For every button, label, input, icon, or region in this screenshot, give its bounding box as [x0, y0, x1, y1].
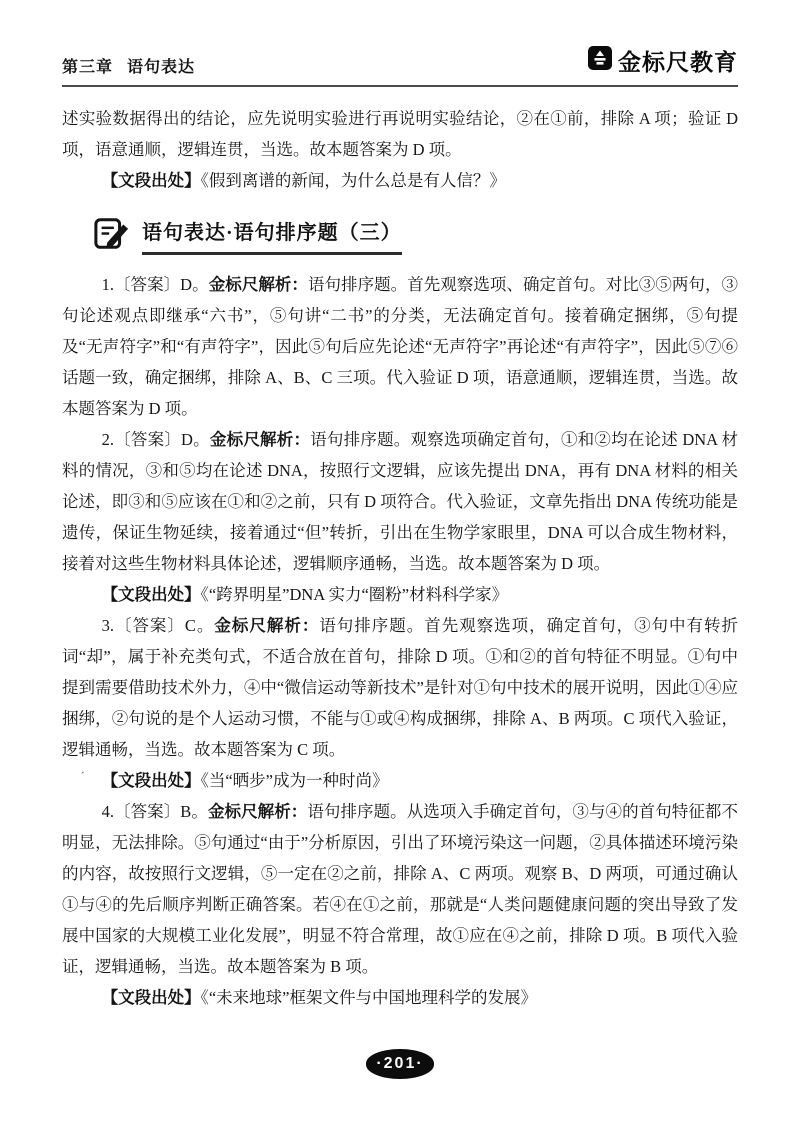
page-footer [0, 1049, 800, 1079]
answer-prefix: 2.〔答案〕D。 [101, 430, 210, 449]
answer-paragraph-4 [62, 796, 738, 982]
brand-logo-icon [587, 45, 613, 76]
answer-paragraph-2 [62, 424, 738, 579]
citation-label: 【文段出处】 [101, 171, 201, 190]
analysis-label: 金标尺解析： [214, 616, 320, 635]
page-number-badge: ·201· [366, 1049, 433, 1079]
print-artifact-mark: ˊ [80, 769, 85, 783]
citation-source: 《“未来地球”框架文件与中国地理科学的发展》 [200, 988, 537, 1007]
section-heading [94, 216, 738, 256]
answer-4-citation [62, 982, 738, 1013]
citation-source: 《当“晒步”成为一种时尚》 [200, 771, 389, 790]
chapter-title: 语句表达 [127, 59, 196, 76]
answer-3-citation [62, 765, 738, 796]
brand-logo [587, 44, 738, 77]
citation-label: 【文段出处】 [101, 771, 201, 790]
citation-label: 【文段出处】 [101, 585, 201, 604]
answer-body: 语句排序题。观察选项确定首句，①和②均在论述 DNA 材料的情况，③和⑤均在论述 DNA，按照行文逻辑，应该先提出 DNA，再有 DNA 材料的相关论述，即③和⑤应该在①和②之前，只有 D 项符合。代入验证，文章先指出 DNA 传统功能是遗传，保证生物延续，接着通过“但”转折，引出在生物学家眼里，DNA 可以合成生物材料，接着对这些生物材料具体论述，逻辑顺序通畅，当选。故本题答案为 D 项。 [62, 430, 739, 573]
answer-body: 语句排序题。首先观察选项、确定首句。对比③⑤两句，③句论述观点即继承“六书”，⑤句讲“二书”的分类，无法确定首句。接着确定捆绑，⑤句提及“无声符字”和“有声符字”，因此⑤句后应先论述“无声符字”再论述“有声符字”，因此⑤⑦⑥话题一致，确定捆绑，排除 A、B、C 三项。代入验证 D 项，语意通顺，逻辑连贯，当选。故本题答案为 D 项。 [62, 275, 739, 418]
chapter-heading [62, 54, 195, 77]
answer-prefix: 1.〔答案〕D。 [101, 275, 209, 294]
intro-continuation-paragraph: 述实验数据得出的结论，应先说明实验进行再说明实验结论，②在①前，排除 A 项；验证 D 项，语意通顺，逻辑连贯，当选。故本题答案为 D 项。 [62, 109, 738, 159]
citation-source: 《假到离谱的新闻，为什么总是有人信？》 [200, 171, 506, 190]
edit-note-icon [94, 217, 130, 256]
brand-name: 金标尺教育 [618, 49, 738, 75]
analysis-label: 金标尺解析： [207, 802, 308, 821]
answer-body: 语句排序题。从选项入手确定首句，③与④的首句特征都不明显，无法排除。⑤句通过“由于”分析原因，引出了环境污染这一问题，②具体描述环境污染的内容，故按照行文逻辑，⑤一定在②之前，排除 A、C 两项。观察 B、D 两项，可通过确认①与④的先后顺序判断正确答案。若④在①之前，那就是“人类问题健康问题的突出导致了发展中国家的大规模工业化发展”，明显不符合常理，故①应在④之前，排除 D 项。B 项代入验证，逻辑通畅，当选。故本题答案为 B 项。 [62, 802, 738, 976]
answer-prefix: 4.〔答案〕B。 [101, 802, 208, 821]
citation-label: 【文段出处】 [101, 988, 201, 1007]
answer-prefix: 3.〔答案〕C。 [101, 616, 215, 635]
section-title: 语句表达·语句排序题（三） [142, 216, 402, 255]
analysis-label: 金标尺解析： [209, 430, 311, 449]
answer-body: 语句排序题。首先观察选项，确定首句，③句中有转折词“却”，属于补充类句式，不适合放在首句，排除 D 项。①和②的首句特征不明显。①句中提到需要借助技术外力，④中“微信运动等新技术”是针对①句中技术的展开说明，因此①④应捆绑，②句说的是个人运动习惯，不能与①或④构成捆绑，排除 A、B 两项。C 项代入验证，逻辑通畅，当选。故本题答案为 C 项。 [62, 616, 739, 759]
chapter-number: 第三章 [62, 59, 114, 76]
intro-citation [62, 165, 738, 196]
page-header [62, 44, 738, 87]
citation-source: 《“跨界明星”DNA 实力“圈粉”材料科学家》 [200, 585, 509, 604]
answer-2-citation [62, 579, 738, 610]
answer-paragraph-1 [62, 269, 738, 424]
analysis-label: 金标尺解析： [208, 275, 308, 294]
answer-paragraph-3 [62, 610, 738, 765]
page-body [62, 103, 738, 1013]
